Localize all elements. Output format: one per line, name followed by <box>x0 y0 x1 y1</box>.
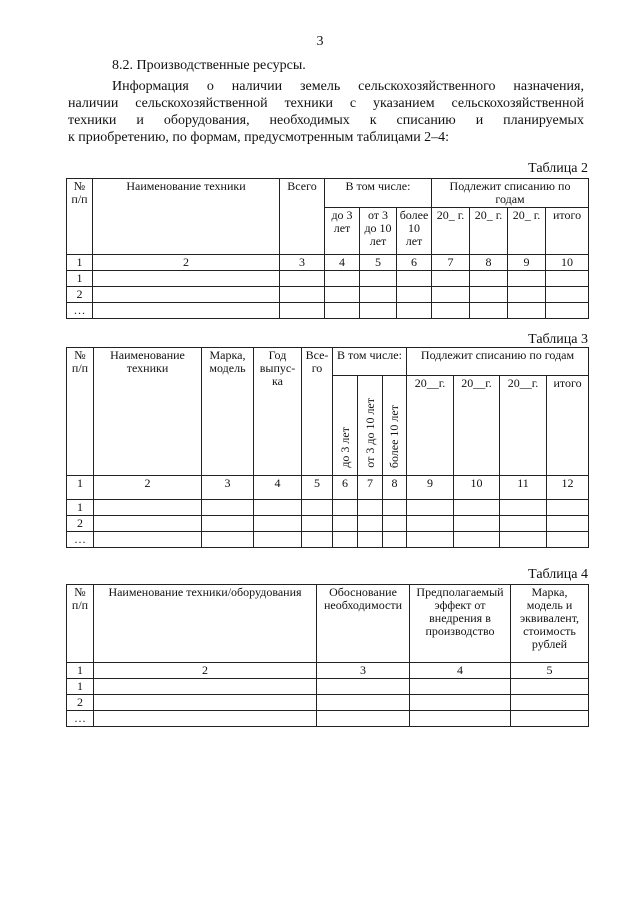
intro-word: земель <box>300 79 341 94</box>
table3-header-from3to10 <box>358 376 383 476</box>
table4 <box>66 584 589 727</box>
intro-word: и <box>475 113 484 128</box>
table4-index-cell: 2 <box>94 663 317 679</box>
table2-header-sum: итого <box>546 208 589 255</box>
table3-index-cell: 4 <box>254 476 302 500</box>
table4-row-num: 2 <box>67 695 94 711</box>
table3-header-over10-text: более 10 лет <box>387 404 401 468</box>
table4-header-num: № п/п <box>67 585 94 663</box>
table3-index-cell: 11 <box>500 476 547 500</box>
table2-index-cell: 9 <box>508 255 546 271</box>
table2-index-cell: 5 <box>360 255 397 271</box>
intro-line <box>68 78 584 95</box>
intro-line <box>68 129 584 146</box>
table3-header-name: Наименование техники <box>94 348 202 476</box>
table2-row <box>67 271 589 287</box>
table2-row <box>67 303 589 319</box>
table2-caption: Таблица 2 <box>528 161 588 176</box>
table2-header-year: 20_ г. <box>508 208 546 255</box>
table4-header-effect: Предполагаемый эффект от внедрения в производство <box>410 585 511 663</box>
table3-index-row <box>67 476 589 500</box>
table3-index-cell: 5 <box>302 476 333 500</box>
table2-header-num: № п/п <box>67 179 93 255</box>
table4-row-num: … <box>67 711 94 727</box>
table2-header-from3to10: от 3 до 10 лет <box>360 208 397 255</box>
intro-word: списанию <box>396 113 456 128</box>
table3-header-brand: Марка, модель <box>202 348 254 476</box>
intro-word: указанием <box>373 96 435 111</box>
intro-word: техники <box>68 113 117 128</box>
intro-word: наличии <box>231 79 283 94</box>
table2-index-cell: 10 <box>546 255 589 271</box>
table3-index-cell: 6 <box>333 476 358 500</box>
intro-word: к приобретению, по формам, предусмотренным таблицами 2–4: <box>68 130 450 145</box>
intro-word: сельскохозяйственного <box>358 79 496 94</box>
intro-word: с <box>349 96 357 111</box>
intro-paragraph <box>68 78 584 146</box>
table2-header-incl: В том числе: <box>325 179 432 208</box>
table3-row <box>67 516 589 532</box>
table3-header-over10 <box>383 376 407 476</box>
table2-index-cell: 4 <box>325 255 360 271</box>
table3-row-num: 2 <box>67 516 94 532</box>
intro-word: к <box>369 113 377 128</box>
table3-caption: Таблица 3 <box>528 332 588 347</box>
intro-word: сельскохозяйственной <box>135 96 268 111</box>
table4-header-justification: Обоснование необходимости <box>317 585 410 663</box>
table3-row <box>67 532 589 548</box>
table3-index-cell: 10 <box>454 476 500 500</box>
intro-word: планируемых <box>503 113 584 128</box>
intro-word: Информация <box>112 79 189 94</box>
intro-word: назначения, <box>513 79 584 94</box>
table3-header-incl: В том числе: <box>333 348 407 376</box>
table2-row-num: 2 <box>67 287 93 303</box>
intro-word: о <box>206 79 214 94</box>
table3-index-cell: 2 <box>94 476 202 500</box>
table3-header-year-col: 20__г. <box>407 376 454 476</box>
table3-index-cell: 3 <box>202 476 254 500</box>
table4-row <box>67 695 589 711</box>
table4-index-row <box>67 663 589 679</box>
table3-header-num: № п/п <box>67 348 94 476</box>
intro-word: сельскохозяйственной <box>451 96 584 111</box>
table3-header-year-col: 20__г. <box>500 376 547 476</box>
table3-index-cell: 12 <box>547 476 589 500</box>
table3-header-from3to10-text: от 3 до 10 лет <box>362 398 377 468</box>
table2 <box>66 178 589 319</box>
intro-word: оборудования, <box>163 113 250 128</box>
table3-header-year: Год выпус-ка <box>254 348 302 476</box>
intro-line <box>68 112 584 129</box>
intro-word: наличии <box>68 96 119 111</box>
table2-index-cell: 7 <box>432 255 470 271</box>
table3-header-up3 <box>333 376 358 476</box>
table3-index-cell: 1 <box>67 476 94 500</box>
table2-header-over10: более 10 лет <box>397 208 432 255</box>
table2-header-total: Всего <box>280 179 325 255</box>
intro-line <box>68 95 584 112</box>
table4-index-cell: 3 <box>317 663 410 679</box>
section-heading: 8.2. Производственные ресурсы. <box>112 58 306 73</box>
table3-row <box>67 500 589 516</box>
table3-row-num: … <box>67 532 94 548</box>
table3-header-total: Все-го <box>302 348 333 476</box>
table4-index-cell: 4 <box>410 663 511 679</box>
intro-word: необходимых <box>269 113 350 128</box>
table3-header-writeoff: Подлежит списанию по годам <box>407 348 589 376</box>
table2-header-writeoff: Подлежит списанию по годам <box>432 179 589 208</box>
table2-row-num: … <box>67 303 93 319</box>
table3-row-num: 1 <box>67 500 94 516</box>
table2-index-row <box>67 255 589 271</box>
table2-index-cell: 3 <box>280 255 325 271</box>
intro-word: техники <box>284 96 333 111</box>
table3 <box>66 347 589 548</box>
table3-index-cell: 8 <box>383 476 407 500</box>
table2-header-name: Наименование техники <box>93 179 280 255</box>
table2-index-cell: 6 <box>397 255 432 271</box>
table4-row-num: 1 <box>67 679 94 695</box>
table2-index-cell: 8 <box>470 255 508 271</box>
table2-header-up3: до 3 лет <box>325 208 360 255</box>
table2-header-year: 20_ г. <box>470 208 508 255</box>
table4-row <box>67 679 589 695</box>
table4-index-cell: 5 <box>511 663 589 679</box>
table4-caption: Таблица 4 <box>528 567 588 582</box>
table2-index-cell: 2 <box>93 255 280 271</box>
table3-header-up3-text: до 3 лет <box>337 427 352 468</box>
table4-row <box>67 711 589 727</box>
table2-header-year: 20_ г. <box>432 208 470 255</box>
table3-header-sum: итого <box>547 376 589 476</box>
table3-index-cell: 9 <box>407 476 454 500</box>
intro-word: и <box>136 113 144 128</box>
table4-index-cell: 1 <box>67 663 94 679</box>
table2-row-num: 1 <box>67 271 93 287</box>
table3-header-year-col: 20__г. <box>454 376 500 476</box>
table3-index-cell: 7 <box>358 476 383 500</box>
table4-header-brand: Марка, модель и эквивалент, стоимость рублей <box>511 585 589 663</box>
page-number: 3 <box>316 34 324 49</box>
table2-index-cell: 1 <box>67 255 93 271</box>
table2-row <box>67 287 589 303</box>
table4-header-name: Наименование техники/оборудования <box>94 585 317 663</box>
